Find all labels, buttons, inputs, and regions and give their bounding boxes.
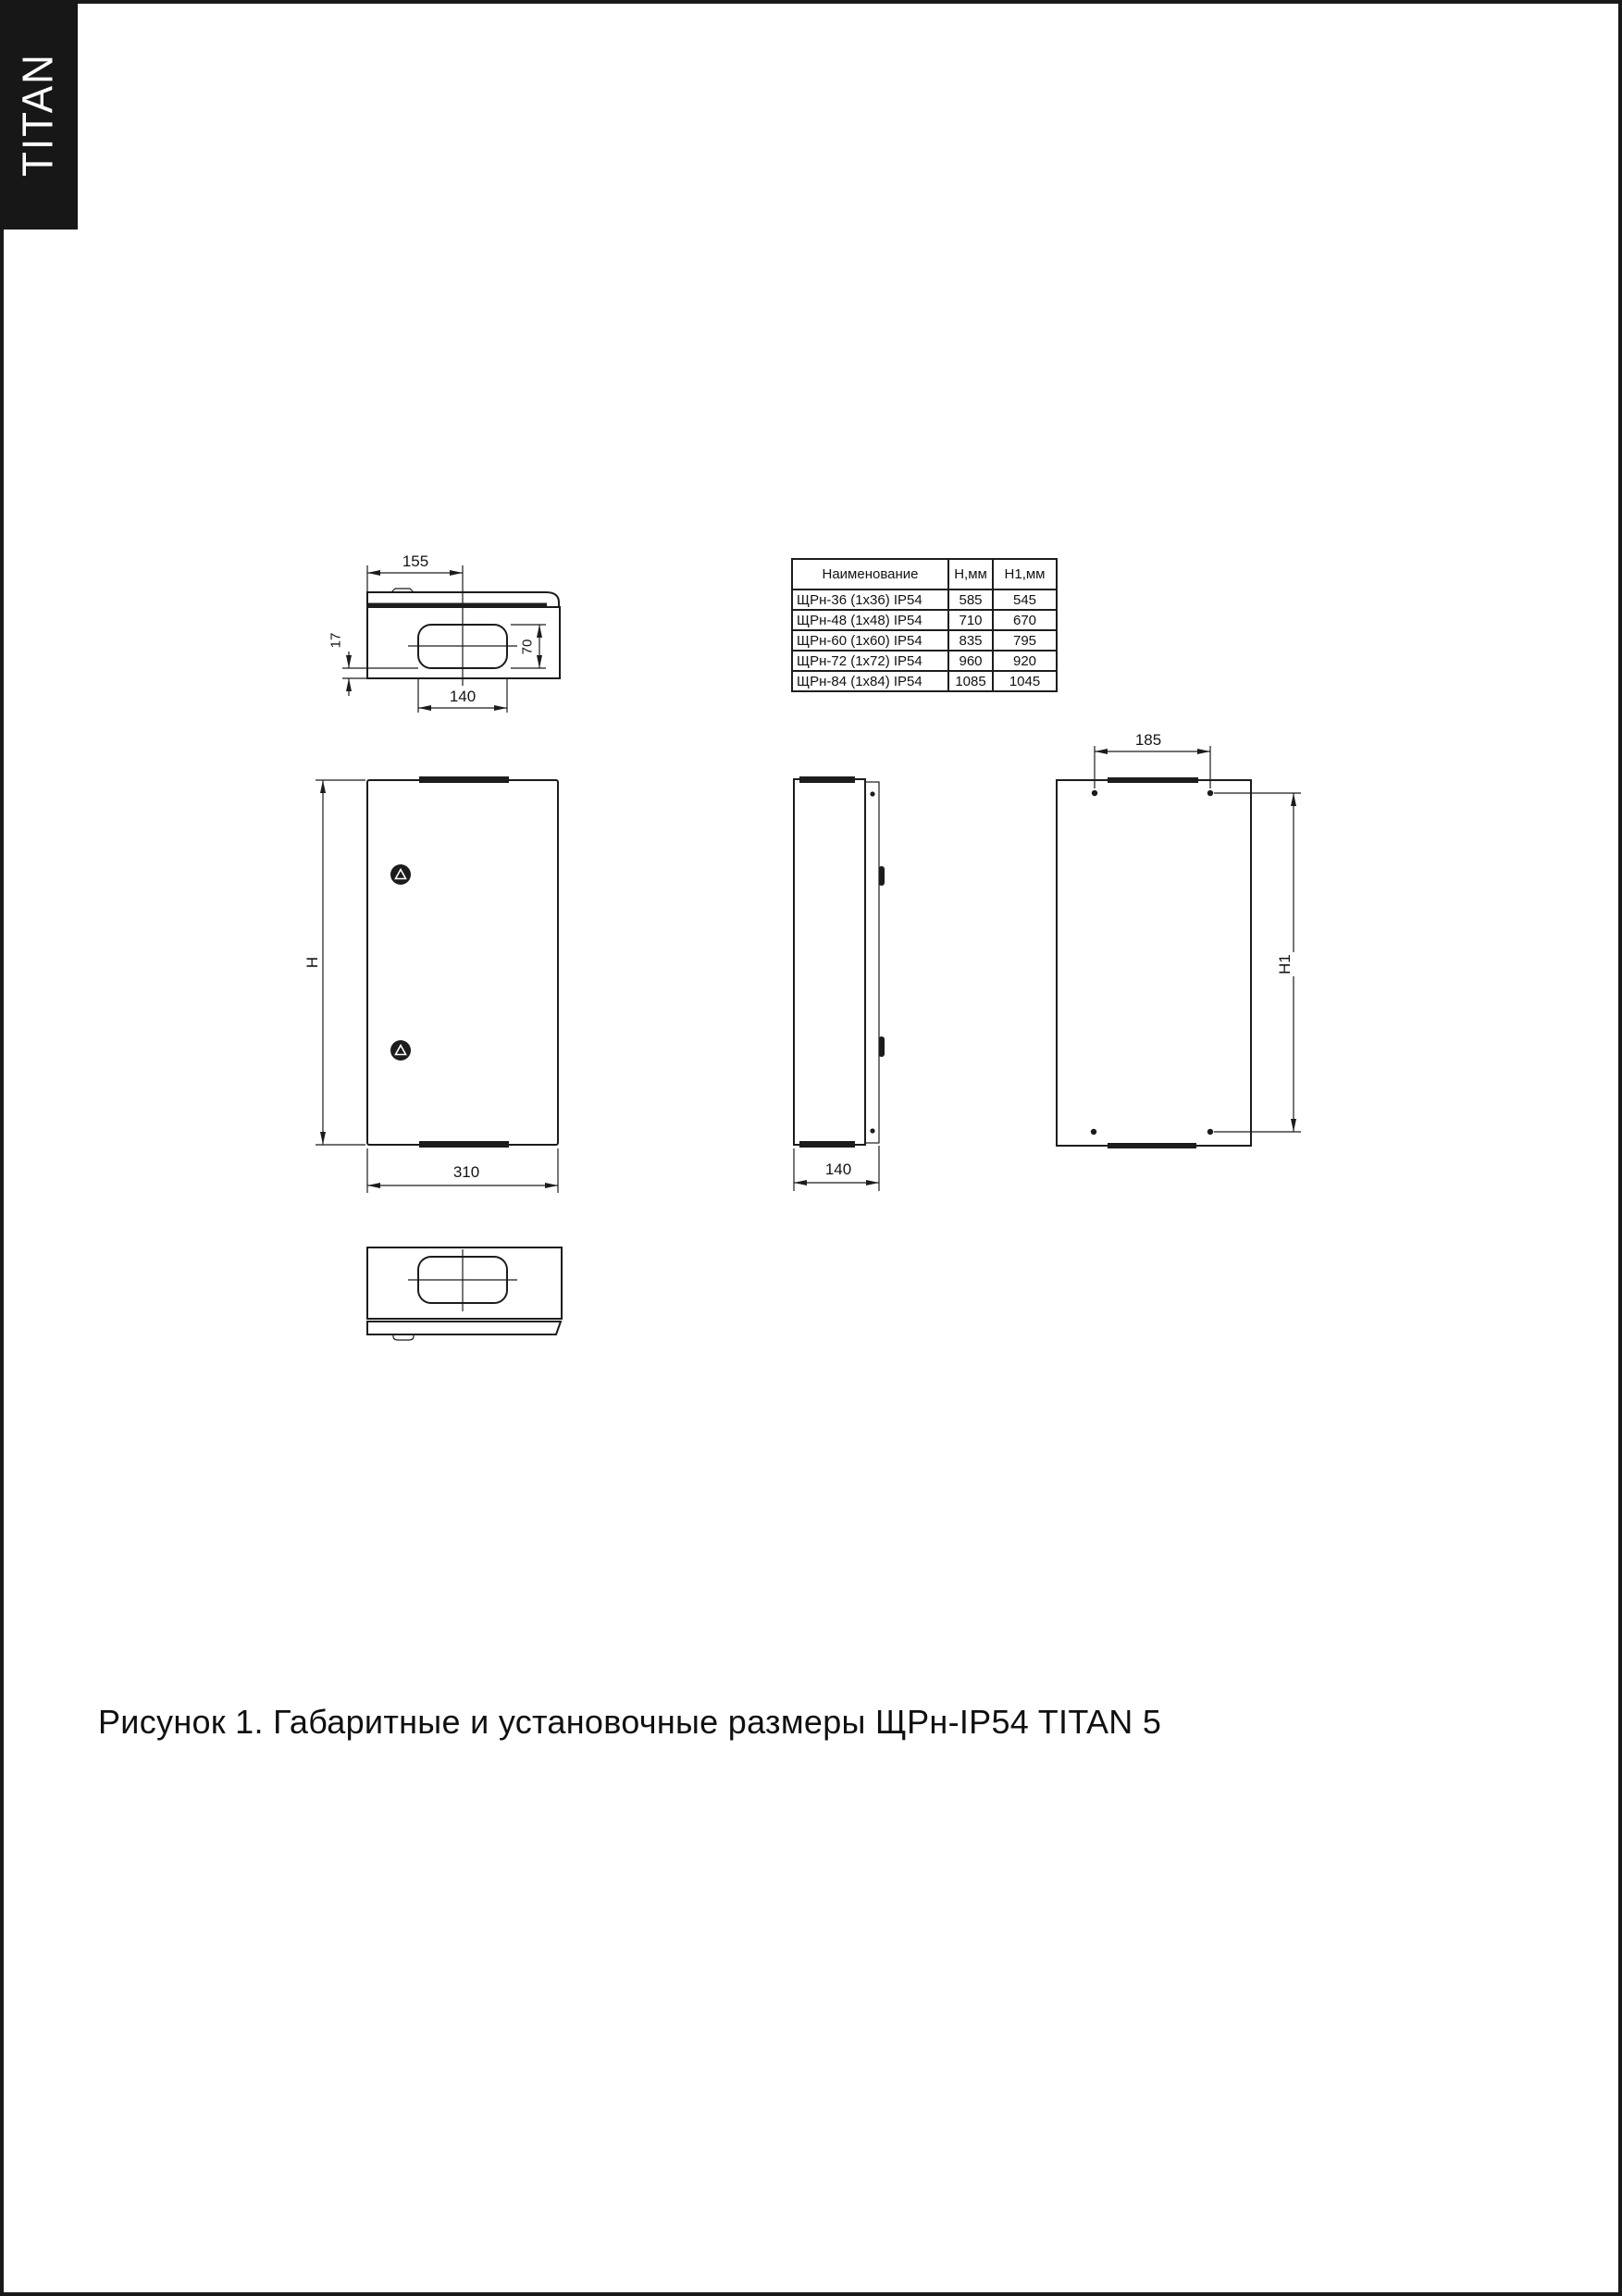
table-row xyxy=(792,610,1057,630)
cell-h: 960 xyxy=(948,651,993,671)
cell-h1: 1045 xyxy=(993,671,1057,691)
bottom-view xyxy=(367,1247,562,1340)
front-view-bottom-hinge-bar xyxy=(419,1141,509,1148)
cell-name: ЩРн-48 (1x48) IP54 xyxy=(792,610,948,630)
cell-h: 1085 xyxy=(948,671,993,691)
bottom-view-body xyxy=(367,1247,562,1319)
col-header-name: Наименование xyxy=(792,559,948,590)
table-row xyxy=(792,630,1057,651)
door-lock-icon xyxy=(390,1040,411,1061)
bottom-view-door-edge xyxy=(367,1322,561,1334)
dim-label-H: H xyxy=(303,956,321,969)
table-row xyxy=(792,671,1057,691)
side-view-back-panel xyxy=(865,782,879,1143)
front-view-top-hinge-bar xyxy=(419,776,509,783)
mounting-hole xyxy=(1207,790,1213,796)
dim-label-70: 70 xyxy=(519,639,536,655)
side-view-screw-dot xyxy=(870,791,874,796)
cell-h: 835 xyxy=(948,630,993,651)
brand-logo-text: TITAN xyxy=(14,53,63,177)
dim-label-H1: H1 xyxy=(1276,954,1294,974)
cell-h: 710 xyxy=(948,610,993,630)
col-header-h: Н,мм xyxy=(948,559,993,590)
side-view-top-bar xyxy=(799,776,855,783)
side-view-hinge xyxy=(879,866,885,886)
cell-name: ЩРн-60 (1x60) IP54 xyxy=(792,630,948,651)
mounting-hole xyxy=(1091,1129,1096,1135)
cell-h1: 670 xyxy=(993,610,1057,630)
mounting-hole xyxy=(1207,1129,1213,1135)
spec-table xyxy=(791,558,1058,692)
cell-h1: 920 xyxy=(993,651,1057,671)
table-row xyxy=(792,590,1057,610)
cell-h1: 545 xyxy=(993,590,1057,610)
side-view-bottom-bar xyxy=(799,1141,855,1148)
cell-h: 585 xyxy=(948,590,993,610)
back-view-body xyxy=(1057,780,1251,1146)
dim-label-140-top: 140 xyxy=(449,688,477,705)
table-row xyxy=(792,651,1057,671)
side-view-screw-dot xyxy=(870,1128,874,1133)
dim-label-310: 310 xyxy=(452,1163,480,1181)
col-header-h1: Н1,мм xyxy=(993,559,1057,590)
dim-label-185: 185 xyxy=(1134,731,1162,749)
dim-label-155: 155 xyxy=(402,552,429,570)
spec-table-header-row xyxy=(792,559,1057,590)
side-view-door xyxy=(794,779,865,1145)
cell-name: ЩРн-84 (1x84) IP54 xyxy=(792,671,948,691)
side-view xyxy=(794,776,885,1191)
front-view xyxy=(316,776,558,1193)
back-view xyxy=(1057,746,1301,1148)
back-view-bottom-flange xyxy=(1108,1143,1196,1148)
back-view-top-flange xyxy=(1108,777,1198,783)
mounting-hole xyxy=(1092,790,1097,796)
side-view-hinge xyxy=(879,1036,885,1057)
cell-name: ЩРн-36 (1x36) IP54 xyxy=(792,590,948,610)
dim-label-17: 17 xyxy=(328,632,344,649)
dim-label-140-side: 140 xyxy=(824,1160,852,1178)
figure-caption: Рисунок 1. Габаритные и установочные размеры ЩРн-IP54 TITAN 5 xyxy=(98,1703,1162,1741)
cell-name: ЩРн-72 (1x72) IP54 xyxy=(792,651,948,671)
front-view-door xyxy=(367,780,558,1145)
door-lock-icon xyxy=(390,864,411,885)
cell-h1: 795 xyxy=(993,630,1057,651)
